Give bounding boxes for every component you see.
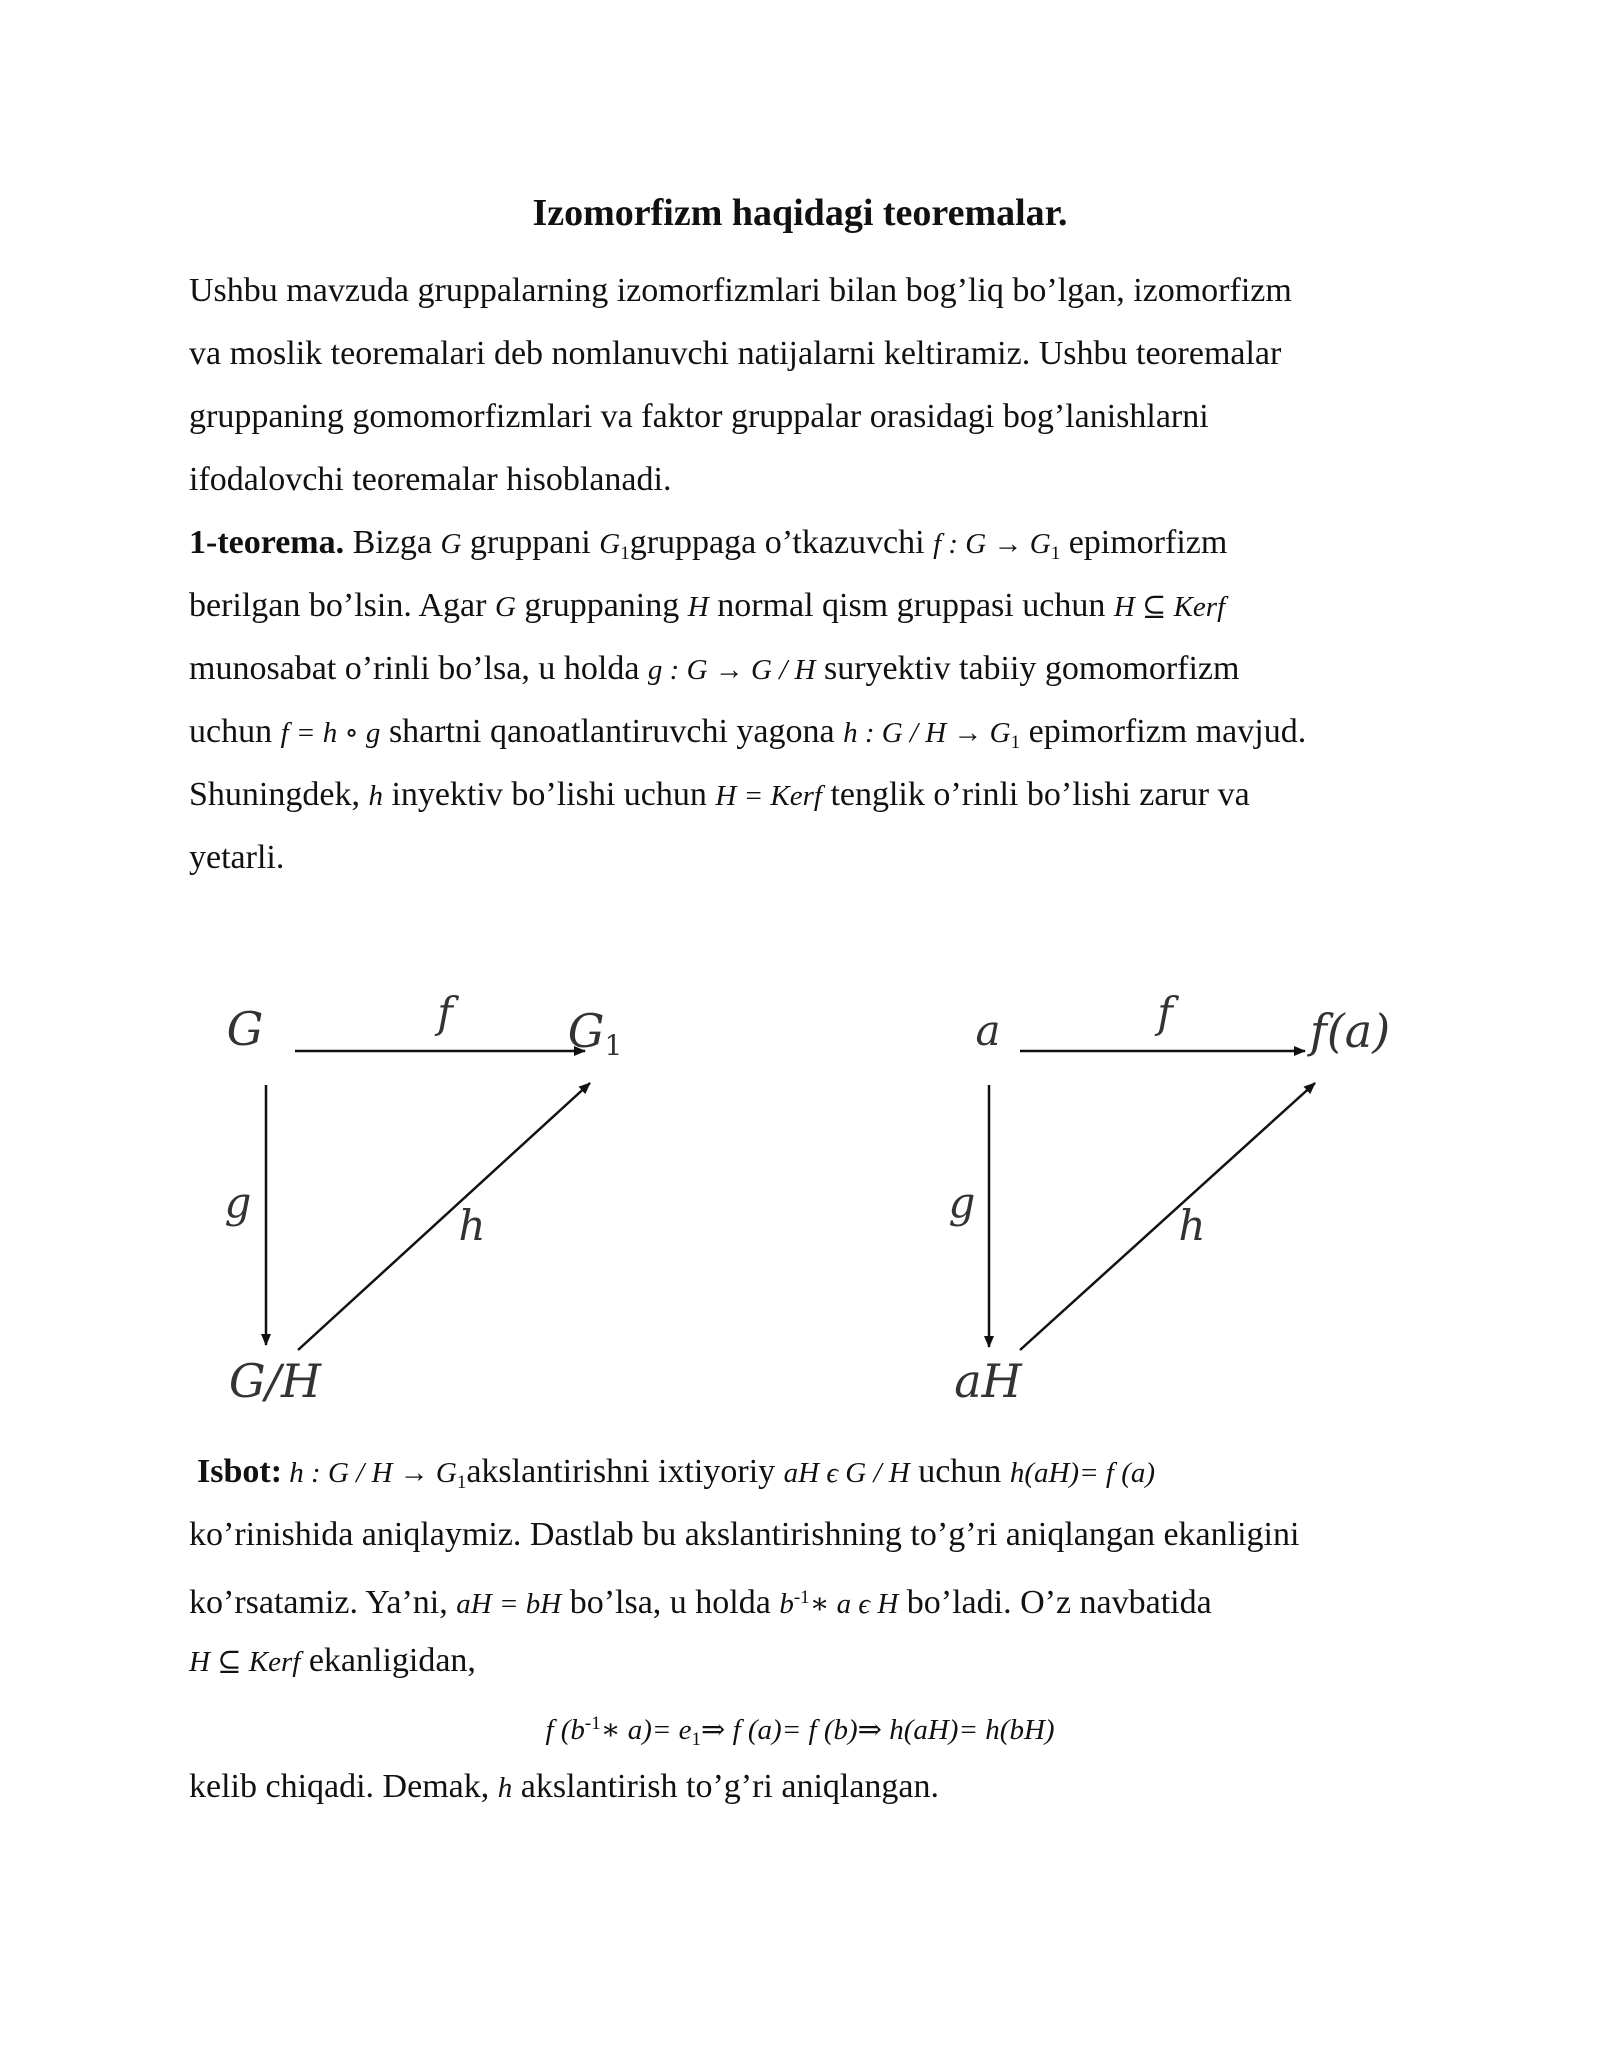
node-G1: G1 bbox=[567, 1004, 623, 1062]
theorem-line-6: yetarli. bbox=[189, 839, 285, 876]
label-h: h bbox=[1178, 1201, 1206, 1250]
math-map-f: f : $G \to G_1$ bbox=[933, 528, 1061, 564]
label-g: g bbox=[948, 1178, 976, 1227]
theorem-line-3: munosabat o’rinli bo’lsa, u holda g : G → G / H suryektiv tabiiy gomomorfizm bbox=[189, 650, 1240, 687]
proof-line-2: ko’rinishida aniqlaymiz. Dastlab bu akslantirishning to’g’ri aniqlangan ekanligini bbox=[189, 1516, 1300, 1553]
math-G: G bbox=[494, 591, 516, 623]
math-map-h: h : $G / H \to G_1$ bbox=[843, 717, 1021, 753]
math-composition: f = h ∘ g bbox=[280, 717, 381, 749]
label-f: f bbox=[1157, 988, 1173, 1037]
theorem-line-1: 1-teorema. Bizga G gruppani $G_1gruppaga$ o’tkazuvchi f : $G \to G_1$ epimorfizm bbox=[189, 524, 1228, 564]
math-h: h bbox=[497, 1772, 513, 1804]
theorem-line-2: berilgan bo’lsin. Agar G gruppaning H normal qism gruppasi uchun H ⊆ Kerf bbox=[189, 587, 1226, 624]
proof-line-1: Isbot: h : $G / H \to G_1akslantirishni$ ixtiyoriy aH ϵ G / H uchun h(aH)= f (a) bbox=[197, 1453, 1156, 1493]
node-G-over-H: G/H bbox=[228, 1354, 322, 1408]
intro-line-2: va moslik teoremalari deb nomlanuvchi natijalarni keltiramiz. Ushbu teoremalar bbox=[189, 335, 1282, 372]
theorem-label: 1-teorema. bbox=[189, 524, 345, 561]
math-b-inv-a: $b^{-1}∗$ a ϵ H bbox=[779, 1587, 899, 1620]
math-map-h: h : $G / H \to G_1$ bbox=[282, 1457, 467, 1493]
math-H: H bbox=[687, 591, 709, 623]
math-subset-kerf: H ⊆ Kerf bbox=[189, 1646, 301, 1678]
node-aH: aH bbox=[954, 1354, 1022, 1408]
intro-line-1: Ushbu mavzuda gruppalarning izomorfizmlari bilan bog’liq bo’lgan, izomorfizm bbox=[189, 272, 1292, 309]
proof-line-4: H ⊆ Kerf ekanligidan, bbox=[189, 1642, 476, 1679]
arrow-h bbox=[1020, 1083, 1315, 1350]
math-G1: $G_1$ bbox=[599, 528, 630, 564]
math-h: h bbox=[368, 780, 383, 812]
intro-line-4: ifodalovchi teoremalar hisoblanadi. bbox=[189, 461, 672, 498]
label-g: g bbox=[224, 1178, 252, 1227]
display-equation: f ($b^{-1}∗$ $a)= e_1\Rightarrow$ f (a)= f (b)⇒ h(aH)= h(bH) bbox=[545, 1713, 1055, 1750]
math-subset-kerf: H ⊆ Kerf bbox=[1113, 591, 1226, 623]
label-h: h bbox=[458, 1201, 486, 1250]
math-h-definition: h(aH)= f (a) bbox=[1009, 1457, 1156, 1489]
node-G: G bbox=[226, 1002, 264, 1056]
intro-line-3: gruppaning gomomorfizmlari va faktor gruppalar orasidagi bog’lanishlarni bbox=[189, 398, 1209, 435]
math-aH-in-quotient: aH ϵ G / H bbox=[783, 1457, 910, 1489]
math-G: G bbox=[440, 528, 462, 560]
node-f-of-a: f(a) bbox=[1309, 1004, 1391, 1058]
math-map-g: g : G → G / H bbox=[647, 654, 816, 686]
proof-line-3: ko’rsatamiz. Ya’ni, aH = bH bo’lsa, u holda $b^{-1}∗$ a ϵ H bo’ladi. O’z navbatida bbox=[189, 1584, 1212, 1621]
theorem-line-4: uchun f = h ∘ g shartni qanoatlantiruvchi yagona h : $G / H \to G_1$ epimorfizm mavjud. bbox=[189, 713, 1307, 753]
node-a: a bbox=[975, 1006, 1001, 1055]
page-title: Izomorfizm haqidagi teoremalar. bbox=[532, 192, 1068, 234]
theorem-line-5: Shuningdek, h inyektiv bo’lishi uchun H = Kerf tenglik o’rinli bo’lishi zarur va bbox=[189, 776, 1250, 813]
diagram-right bbox=[930, 975, 1430, 1435]
proof-line-5: kelib chiqadi. Demak, h akslantirish to’g’ri aniqlangan. bbox=[189, 1768, 940, 1805]
math-aH-eq-bH: aH = bH bbox=[456, 1588, 562, 1620]
proof-label: Isbot: bbox=[197, 1453, 283, 1490]
arrow-h bbox=[298, 1083, 590, 1350]
math-H-eq-kerf: H = Kerf bbox=[715, 780, 822, 812]
diagram-left bbox=[190, 975, 690, 1435]
label-f: f bbox=[437, 988, 453, 1037]
